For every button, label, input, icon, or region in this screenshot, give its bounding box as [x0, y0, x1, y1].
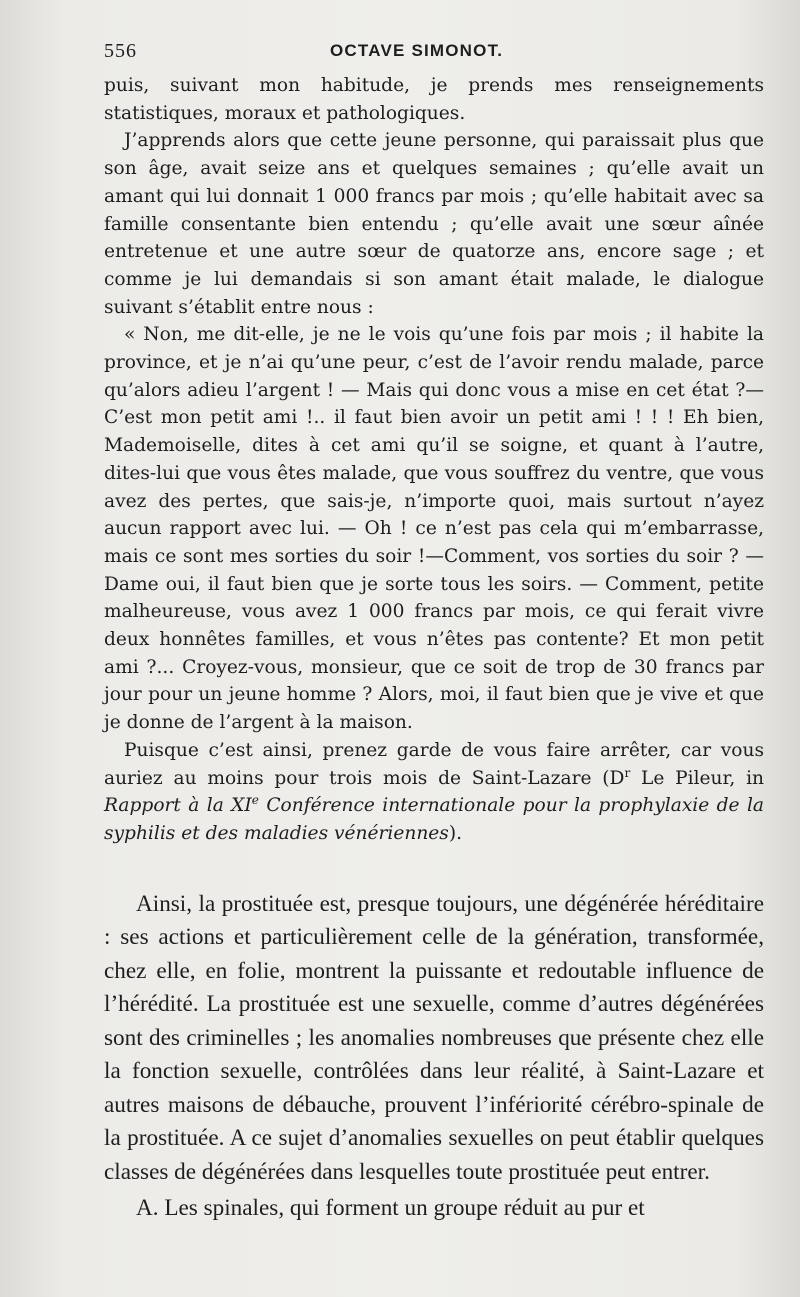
superscript: e	[251, 793, 259, 808]
page-number: 556	[104, 40, 137, 62]
body-paragraph: Ainsi, la prostituée est, presque toujours, une dégénérée héréditaire : ses actions et particulièrement celle de la génération, transformée, chez elle, en folie, montrent la puissante et redoutable influence de l’hérédité. La prostituée est une sexuelle, comme d’autres dégénérées sont des criminelles ; les anomalies nombreuses que présente chez elle la fonction sexuelle, contrôlées dans leur réalité, à Saint-Lazare et autres maisons de débauche, prouvent l’infériorité cérébro-spinale de la prostituée. A ce sujet d’anomalies sexuelles on peut établir quelques classes de dégénérées dans lesquelles toute prostituée peut entrer.	[104, 890, 764, 1185]
superscript: r	[624, 765, 631, 780]
quoted-paragraph: puis, suivant mon habitude, je prends mes renseignements statistiques, moraux et pathologiques.	[104, 75, 764, 124]
main-text	[104, 888, 764, 1226]
citation-author: Le Pileur, in	[630, 767, 764, 789]
quoted-passage	[104, 72, 764, 848]
running-header	[104, 34, 764, 72]
citation-title-part: Rapport à la XI	[104, 795, 252, 817]
citation-close: ).	[448, 822, 463, 844]
citation-text: Puisque c’est ainsi, prenez garde de vous faire arrêter, car vous auriez au moins pour trois mois de Saint-Lazare (D	[104, 739, 764, 789]
citation-title-part: Conférence internationale pour la prophylaxie de la syphilis et des maladies vénériennes	[104, 795, 764, 844]
quoted-paragraph-citation	[104, 737, 764, 848]
section-spacing	[104, 848, 764, 888]
quoted-paragraph: « Non, me dit-elle, je ne le vois qu’une fois par mois ; il habite la province, et je n’ai qu’une peur, c’est de l’avoir rendu malade, parce qu’alors adieu l’argent ! — Mais qui donc vous a mise en cet état ?— C’est mon petit ami !.. il faut bien avoir un petit ami ! ! ! Eh bien, Mademoiselle, dites à cet ami qu’il se soigne, et quant à l’autre, dites-lui que vous êtes malade, que vous souffrez du ventre, que vous avez des pertes, que sais-je, n’importe quoi, mais surtout n’ayez aucun rapport avec lui. — Oh ! ce n’est pas cela qui m’embarrasse, mais ce sont mes sorties du soir !—Comment, vos sorties du soir ? — Dame oui, il faut bien que je sorte tous les soirs. — Comment, petite malheureuse, vous avez 1 000 francs par mois, ce qui ferait vivre deux honnêtes familles, et vous n’êtes pas contente? Et mon petit ami ?... Croyez-vous, monsieur, que ce soit de trop de 30 francs par jour pour un jeune homme ? Alors, moi, il faut bien que je vive et que je donne de l’argent à la maison.	[104, 324, 764, 734]
quoted-paragraph: J’apprends alors que cette jeune personne, qui paraissait plus que son âge, avait seize ans et quelques semaines ; qu’elle avait un amant qui lui donnait 1 000 francs par mois ; qu’elle habitait avec sa famille consentante bien entendu ; qu’elle avait une sœur aînée entretenue et une autre sœur de quatorze ans, encore sage ; et comme je lui demandais si son amant était malade, le dialogue suivant s’établit entre nous :	[104, 130, 764, 318]
body-paragraph: A. Les spinales, qui forment un groupe réduit au pur et	[136, 1195, 645, 1222]
running-title: OCTAVE SIMONOT.	[330, 41, 504, 60]
